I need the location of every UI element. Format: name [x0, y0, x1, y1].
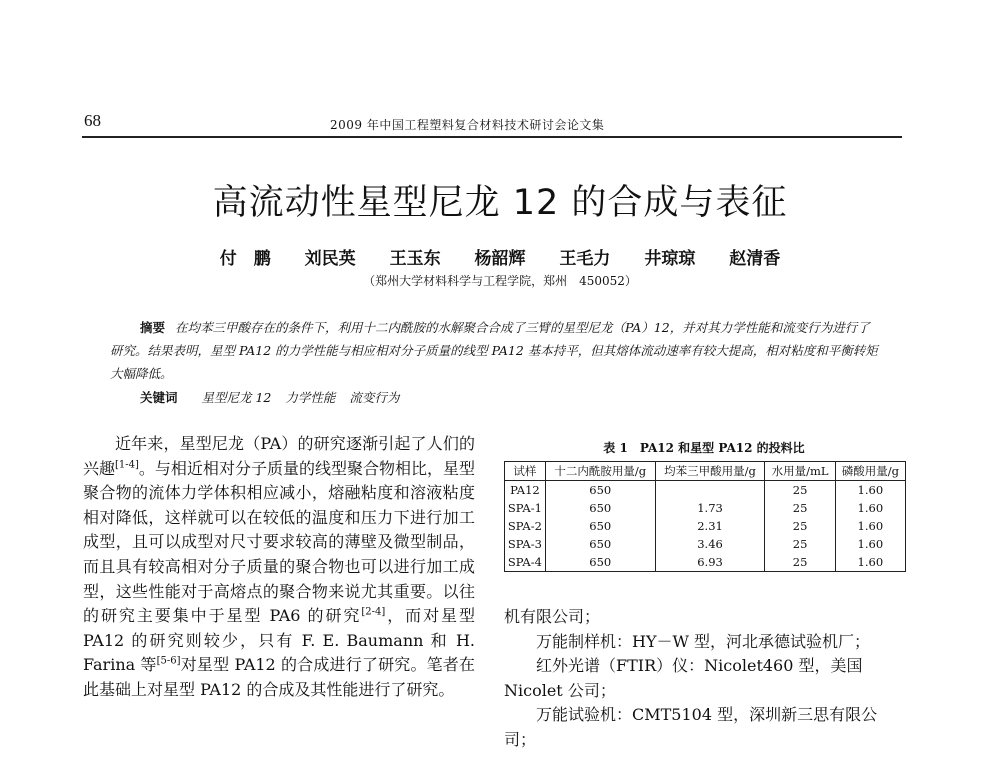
author: 杨韶辉 — [474, 249, 526, 269]
table-row — [505, 553, 906, 572]
keyword: 星型尼龙 12 — [201, 390, 272, 405]
table-cell: 1.60 — [835, 517, 905, 535]
table-cell: 1.60 — [835, 499, 905, 517]
equipment-line: 机有限公司； — [504, 607, 601, 626]
header-rule — [82, 136, 902, 138]
text-run: ，而对星型 PA12 的研究则较少，只有 F. E. Baumann 和 H. Farina 等 — [83, 606, 475, 675]
table-header-row — [505, 462, 906, 481]
table-cell: 25 — [765, 535, 835, 553]
table-header: 均苯三甲酸用量/g — [655, 462, 765, 481]
citation: [5-6] — [156, 656, 181, 668]
table-row — [505, 481, 906, 500]
table-header: 水用量/mL — [765, 462, 835, 481]
table-cell: SPA-3 — [505, 535, 546, 553]
author: 王玉东 — [389, 249, 441, 269]
abstract-label: 摘要 — [140, 320, 166, 335]
author: 付 鹏 — [219, 249, 271, 269]
page-number: 68 — [84, 111, 101, 130]
table-cell: 1.60 — [835, 535, 905, 553]
paper-title: 高流动性星型尼龙 12 的合成与表征 — [212, 183, 788, 223]
table-cell: SPA-4 — [505, 553, 546, 572]
text-run: 近年来，星型尼龙（PA）的研究逐渐引起了人们的兴趣 — [83, 434, 475, 478]
body-left-column — [83, 432, 475, 760]
abstract-text: 在均苯三甲酸存在的条件下，利用十二内酰胺的水解聚合合成了三臂的星型尼龙（PA）12，并对其力学性能和流变行为进行了研究。结果表明，星型 PA12 的力学性能与相应相对分子质量的线型 PA12 基本持平，但其熔体流动速率有较大提高，相对粘度和平衡转矩大幅降低。 — [110, 320, 878, 381]
feed-ratio-table — [504, 461, 906, 572]
keyword: 流变行为 — [349, 390, 400, 405]
intro-paragraph — [83, 432, 475, 703]
table-cell: 25 — [765, 481, 835, 500]
table-cell: 650 — [545, 481, 655, 500]
running-header: 2009 年中国工程塑料复合材料技术研讨会论文集 — [330, 118, 605, 132]
table-cell: 1.60 — [835, 481, 905, 500]
table-caption: 表 1 PA12 和星型 PA12 的投料比 — [603, 441, 805, 455]
table-cell — [655, 481, 765, 500]
table-header: 试样 — [505, 462, 546, 481]
table-row — [505, 517, 906, 535]
author: 刘民英 — [304, 249, 356, 269]
table-cell: PA12 — [505, 481, 546, 500]
table-cell: 3.46 — [655, 535, 765, 553]
table-cell: 25 — [765, 499, 835, 517]
author: 王毛力 — [559, 249, 611, 269]
table-row — [505, 535, 906, 553]
table-cell: SPA-2 — [505, 517, 546, 535]
equipment-line: 万能制样机：HY－W 型，河北承德试验机厂； — [536, 631, 871, 651]
author-list — [0, 244, 1000, 269]
author: 井琼琼 — [644, 249, 696, 269]
table-cell: 25 — [765, 517, 835, 535]
keywords-label: 关键词 — [140, 390, 178, 405]
citation: [2-4] — [361, 606, 386, 618]
body-right-column — [504, 605, 906, 765]
keyword: 力学性能 — [285, 390, 336, 405]
table-cell: 650 — [545, 553, 655, 572]
table-cell: 25 — [765, 553, 835, 572]
table-row — [505, 499, 906, 517]
table-header: 磷酸用量/g — [835, 462, 905, 481]
citation: [1-4] — [115, 459, 139, 471]
table-cell: 650 — [545, 499, 655, 517]
table-cell: 6.93 — [655, 553, 765, 572]
text-run: 。与相近相对分子质量的线型聚合物相比，星型聚合物的流体力学体积相应减小，熔融粘度和溶液粘度相对降低，这样就可以在较低的温度和压力下进行加工成型，且可以成型对尺寸要求较高的薄壁及微型制品，而且具有较高相对分子质量的聚合物也可以进行加工成型，这些性能对于高熔点的聚合物来说尤其重要。以往的研究主要集中于星型 PA6 的研究 — [83, 458, 475, 626]
table-header: 十二内酰胺用量/g — [545, 462, 655, 481]
text-run: 对星型 PA12 的合成进行了研究。笔者在此基础上对星型 PA12 的合成及其性能进行了研究。 — [83, 655, 475, 699]
table-cell: 1.73 — [655, 499, 765, 517]
table-cell: SPA-1 — [505, 499, 546, 517]
author: 赵清香 — [729, 249, 781, 269]
equipment-line: 万能试验机：CMT5104 型，深圳新三思有限公司； — [504, 705, 878, 749]
table-cell: 650 — [545, 517, 655, 535]
table-cell: 1.60 — [835, 553, 905, 572]
table-cell: 2.31 — [655, 517, 765, 535]
affiliation: （郑州大学材料科学与工程学院，郑州 450052） — [363, 274, 637, 288]
keywords — [140, 388, 399, 406]
equipment-line: 红外光谱（FTIR）仪：Nicolet460 型，美国 Nicolet 公司； — [504, 656, 863, 700]
table-cell: 650 — [545, 535, 655, 553]
abstract — [110, 316, 882, 385]
